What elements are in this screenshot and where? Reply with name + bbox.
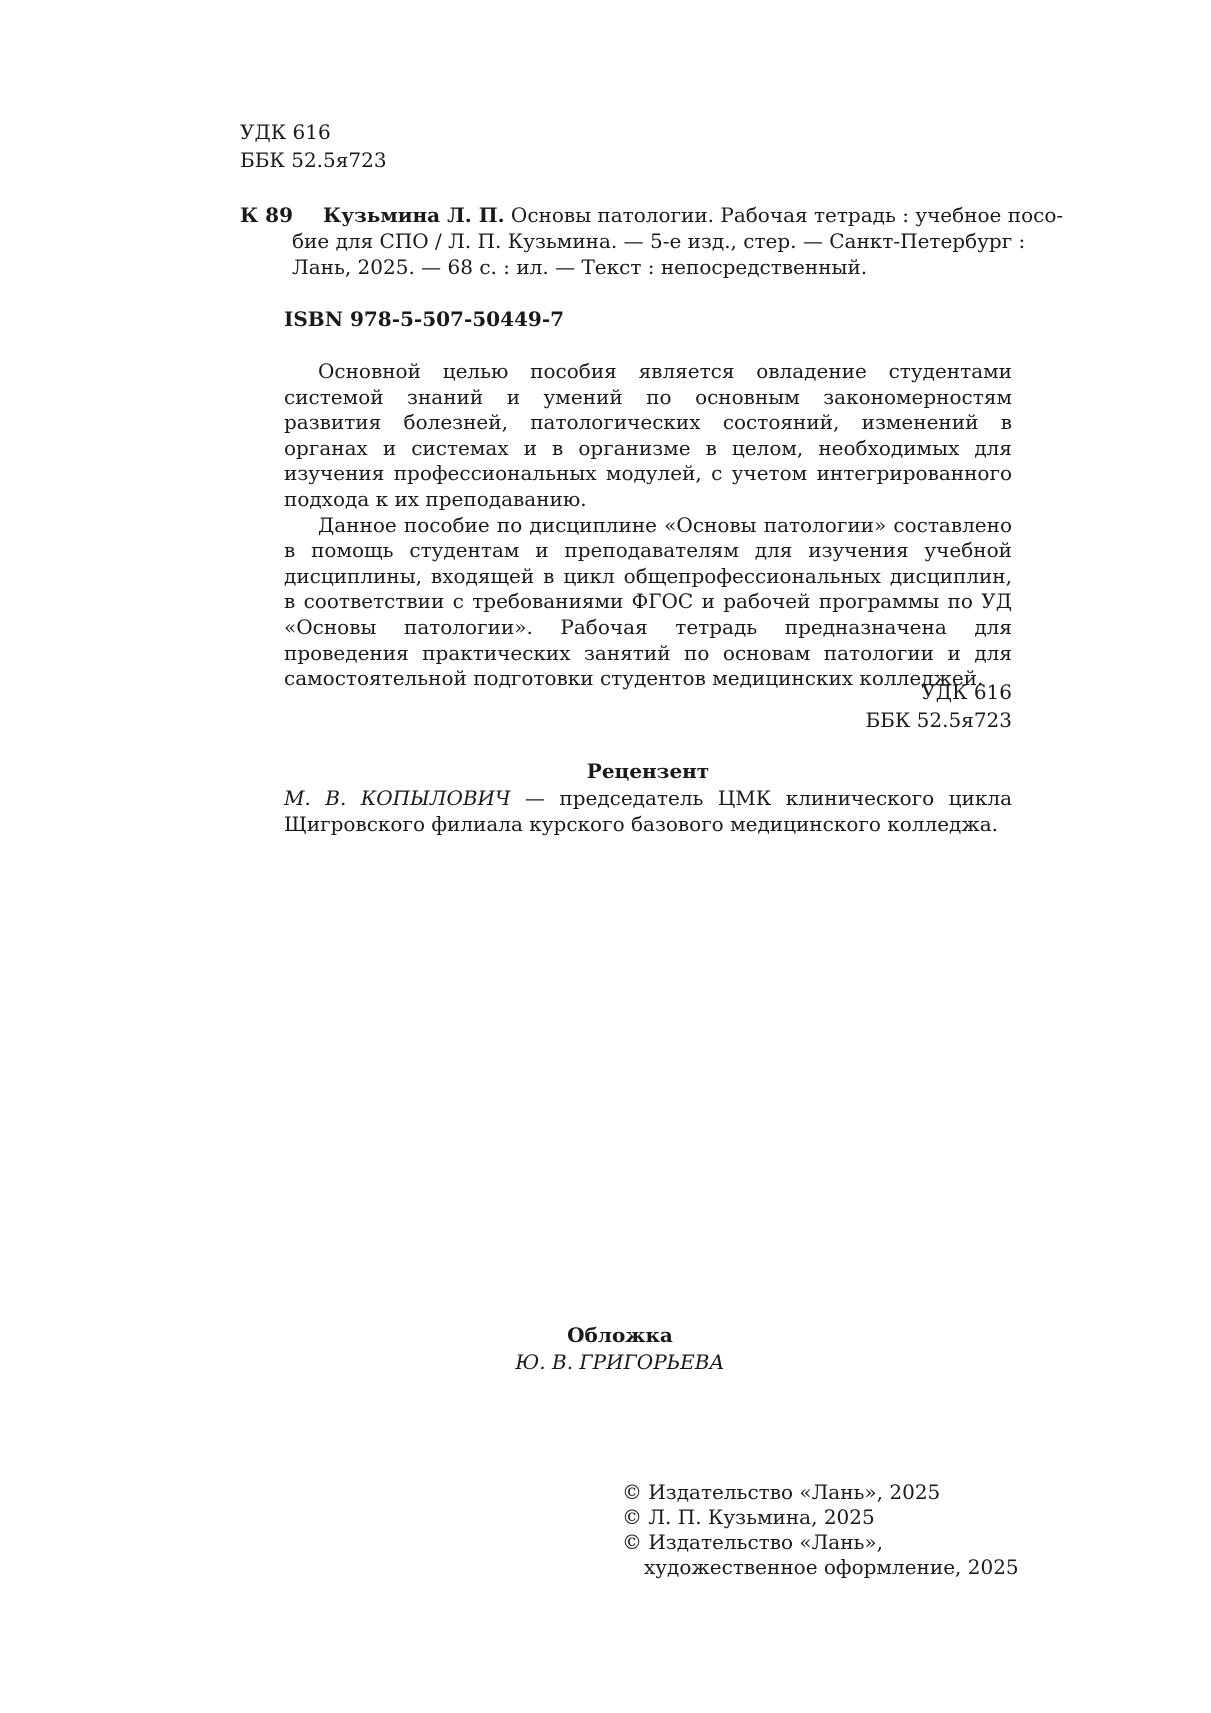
title-line-1: Основы патологии. Рабочая тетрадь : учебное посо- — [504, 203, 1064, 227]
udk-code-bottom: УДК 616 — [921, 680, 1012, 704]
reviewer-heading: Рецензент — [586, 759, 710, 783]
copyright-author: © Л. П. Кузьмина, 2025 — [622, 1505, 875, 1529]
author-sign: К 89 — [240, 203, 293, 227]
isbn: ISBN 978-5-507-50449-7 — [284, 307, 565, 331]
title-line-3: Лань, 2025. — 68 с. : ил. — Текст : непосредственный. — [292, 255, 868, 279]
abstract-paragraph-1: Основной целью пособия является овладение студентами системой знаний и умений по основным закономерностям развития болезней, патологических состояний, изменений в органах и системах и в организме в целом, необходимых для изучения профессиональных модулей, с учетом интегрированного подхода к их преподаванию. — [284, 359, 1012, 511]
cover-designer: Ю. В. ГРИГОРЬЕВА — [515, 1350, 725, 1374]
bbk-code-bottom: ББК 52.5я723 — [865, 708, 1012, 732]
cover-heading: Обложка — [567, 1323, 673, 1347]
classification-bottom — [840, 678, 1012, 734]
reviewer-text — [284, 785, 1012, 837]
author-name: Кузьмина Л. П. — [323, 203, 505, 227]
copyright-design: © Издательство «Лань», — [622, 1530, 884, 1554]
bibliographic-description — [292, 202, 1064, 280]
abstract — [284, 359, 1012, 692]
abstract-paragraph-2: Данное пособие по дисциплине «Основы патологии» составлено в помощь студентам и преподавателям для изучения учебной дисциплины, входящей в цикл общепрофессиональных дисциплин, в соответствии с требованиями ФГОС и рабочей программы по УД «Основы патологии». Рабочая тетрадь предназначена для проведения практических занятий по основам патологии и для самостоятельной подготовки студентов медицинских колледжей. — [284, 512, 1012, 691]
classification-top — [240, 118, 387, 174]
copyright-publisher: © Издательство «Лань», 2025 — [622, 1480, 941, 1504]
bbk-code: ББК 52.5я723 — [240, 148, 387, 172]
catalog-entry — [240, 202, 1064, 280]
copyright-block — [622, 1480, 1022, 1580]
copyright-design-continued: художественное оформление, 2025 — [644, 1555, 1019, 1579]
reviewer-description: — председатель ЦМК клинического цикла Щигровского филиала курского базового медицинского колледжа. — [284, 786, 1012, 836]
udk-code: УДК 616 — [240, 120, 331, 144]
reviewer-name: М. В. КОПЫЛОВИЧ — [284, 786, 511, 810]
title-line-2: бие для СПО / Л. П. Кузьмина. — 5-е изд., стер. — Санкт-Петербург : — [292, 229, 1026, 253]
